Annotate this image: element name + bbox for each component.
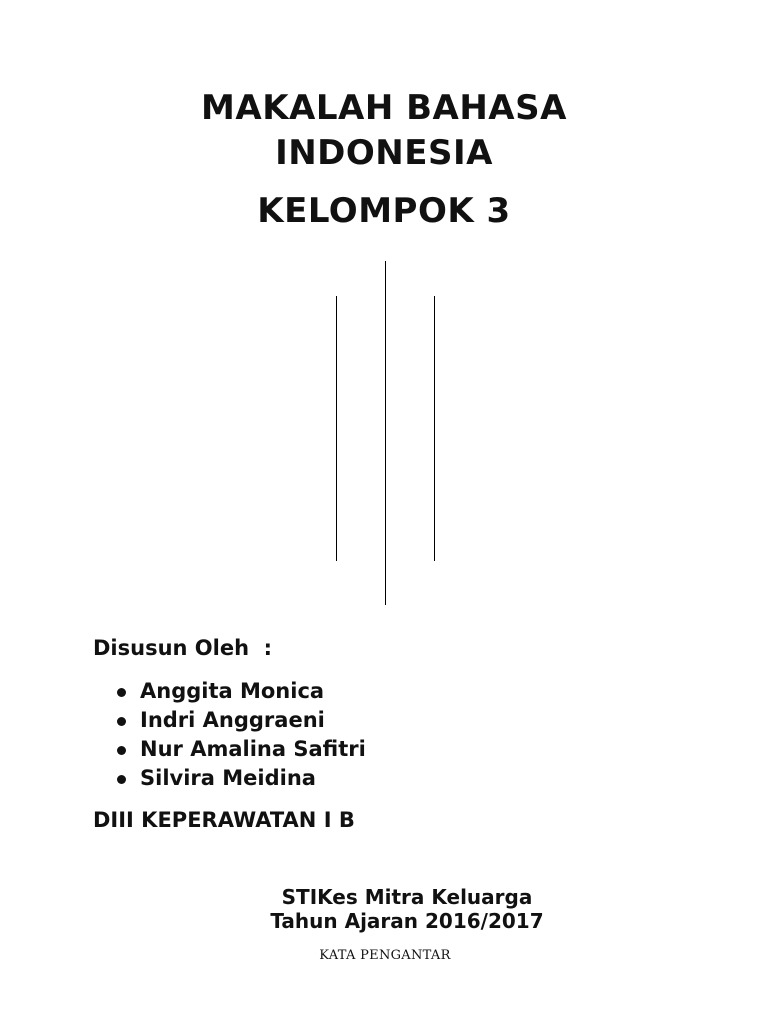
document-title-line-1: MAKALAH BAHASA [201,88,567,128]
decorative-vertical-line-left [336,296,337,561]
author-list-item [93,677,366,706]
author-name: Silvira Meidina [140,766,316,790]
document-title-line-2: INDONESIA [275,133,493,173]
decorative-vertical-line-right [434,296,435,561]
author-list-item [93,735,366,764]
institution-name: STIKes Mitra Keluarga [281,885,533,909]
bullet-icon [117,746,126,755]
group-subtitle: KELOMPOK 3 [257,191,511,231]
bullet-icon [117,775,126,784]
author-list-item [93,706,366,735]
academic-year: Tahun Ajaran 2016/2017 [270,909,544,933]
study-program: DIII KEPERAWATAN I B [93,808,355,832]
author-list-item [93,764,366,793]
authored-by-label: Disusun Oleh : [93,636,273,660]
bullet-icon [117,717,126,726]
bullet-icon [117,688,126,697]
author-list [93,677,366,793]
decorative-vertical-line-center [385,261,386,605]
next-section-heading: KATA PENGANTAR [319,948,451,963]
author-name: Anggita Monica [140,679,325,703]
author-name: Nur Amalina Safitri [140,737,366,761]
author-name: Indri Anggraeni [140,708,325,732]
